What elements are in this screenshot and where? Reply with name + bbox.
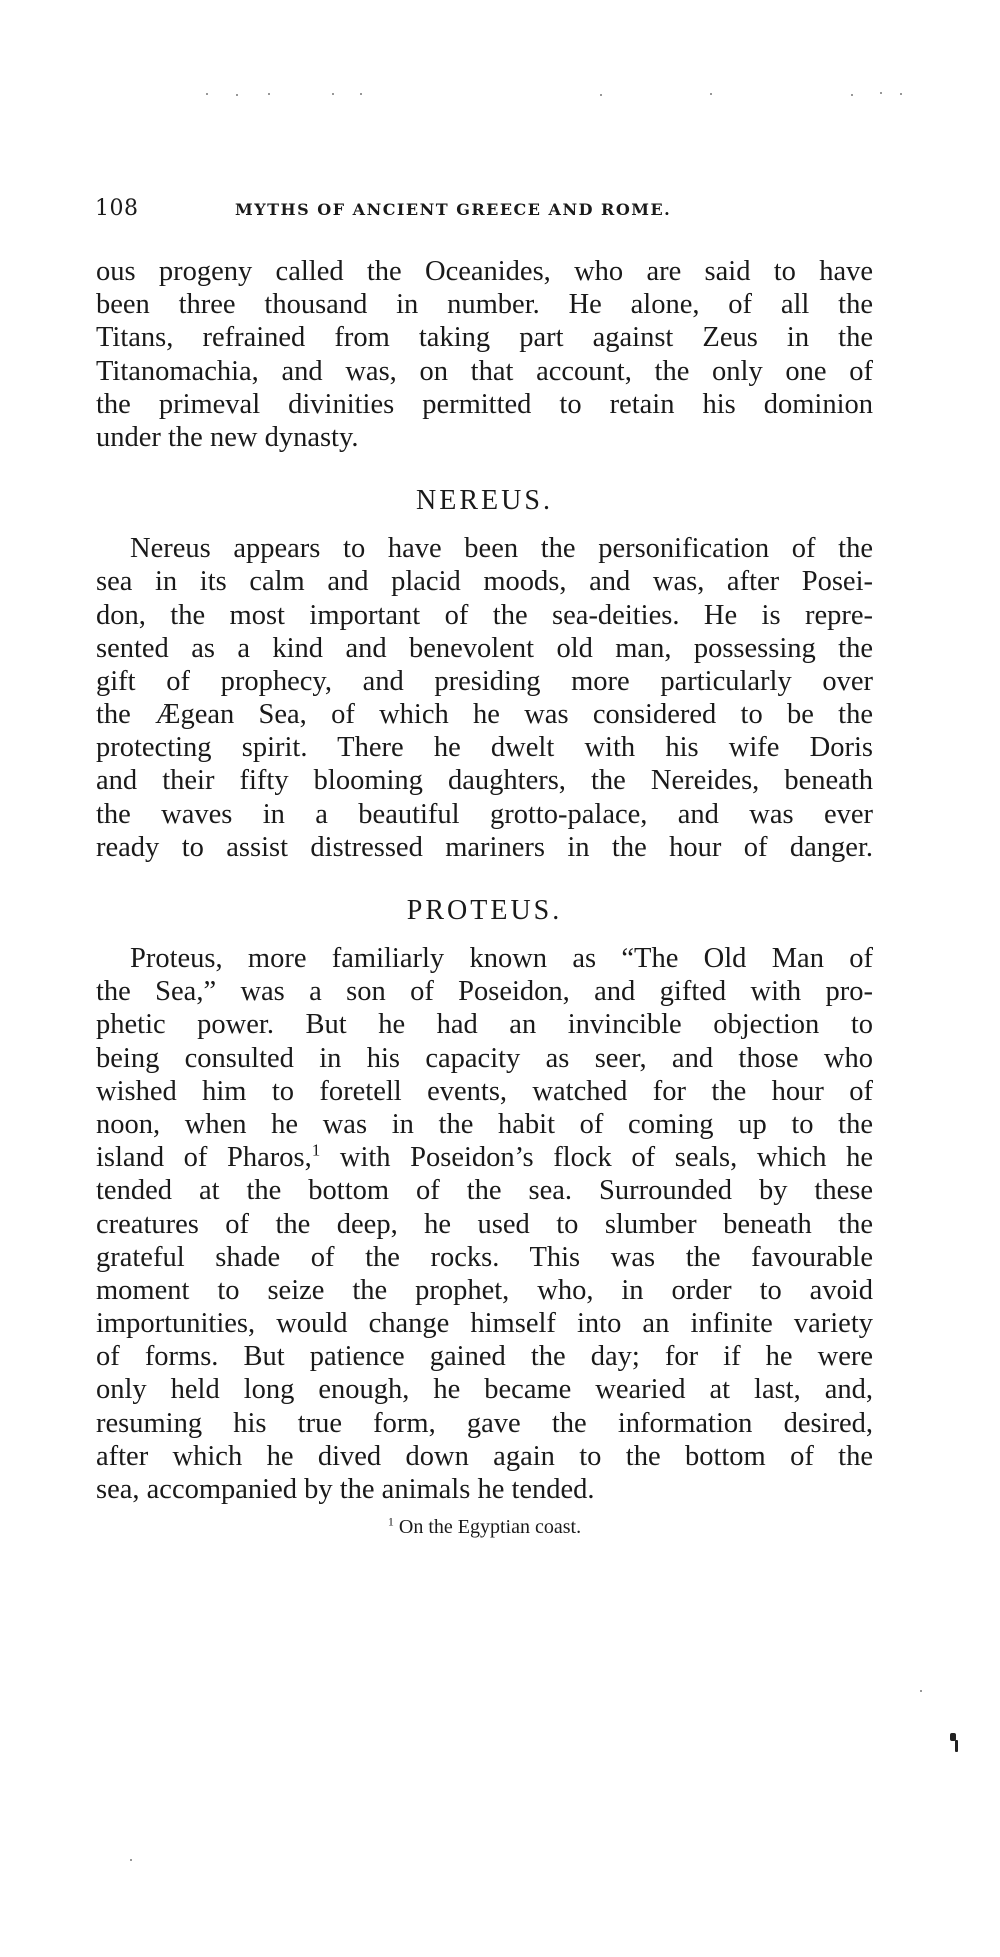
text-line: gift of prophecy, and presiding more particularly over — [96, 665, 873, 697]
footnote-text: On the Egyptian coast. — [393, 1516, 582, 1539]
footnote-number: 1 — [387, 1514, 394, 1529]
text-line: being consulted in his capacity as seer, and those who — [96, 1042, 873, 1074]
footnote — [96, 1516, 873, 1539]
page-body — [96, 255, 873, 1539]
text-line: noon, when he was in the habit of coming up to the — [96, 1108, 873, 1140]
text-line: and their fifty blooming daughters, the Nereides, beneath — [96, 765, 873, 797]
section-heading-nereus: NEREUS. — [416, 485, 553, 517]
text-line: grateful shade of the rocks. This was the favourable — [96, 1241, 873, 1273]
page-header — [95, 196, 875, 226]
text-line: the waves in a beautiful grotto-palace, and was ever — [96, 798, 873, 830]
text-line-with-footnote — [96, 1141, 873, 1174]
text-line: under the new dynasty. — [96, 421, 359, 453]
text-line: Nereus appears to have been the personification of the — [130, 533, 873, 565]
text-line: the Ægean Sea, of which he was considered to be the — [96, 699, 873, 731]
text-line: Titans, refrained from taking part against Zeus in the — [96, 322, 873, 354]
text-line: only held long enough, he became wearied at last, and, — [96, 1374, 873, 1406]
text-line: of forms. But patience gained the day; for if he were — [96, 1341, 873, 1373]
text-line: don, the most important of the sea-deities. He is repre- — [96, 599, 873, 631]
text-line: sented as a kind and benevolent old man, possessing the — [96, 632, 873, 664]
section-heading-proteus: PROTEUS. — [406, 895, 563, 926]
text-line: been three thousand in number. He alone, of all the — [96, 289, 873, 321]
text-line: protecting spirit. There he dwelt with his wife Doris — [96, 732, 873, 764]
text-line: sea in its calm and placid moods, and was, after Posei- — [96, 566, 873, 598]
text-line: tended at the bottom of the sea. Surrounded by these — [96, 1175, 873, 1207]
text-line: the primeval divinities permitted to retain his dominion — [96, 388, 873, 420]
running-head: MYTHS OF ANCIENT GREECE AND ROME. — [235, 200, 672, 219]
page-number: 108 — [95, 196, 139, 221]
text-line: the Sea,” was a son of Poseidon, and gifted with pro- — [96, 976, 873, 1008]
text-line: ous progeny called the Oceanides, who are said to have — [96, 256, 873, 287]
text-line: importunities, would change himself into an infinite variety — [96, 1308, 873, 1340]
proteus-paragraph — [96, 942, 873, 1506]
intro-paragraph — [96, 255, 873, 454]
text-line: Proteus, more familiarly known as “The Old Man of — [130, 943, 873, 974]
text-line: ready to assist distressed mariners in the hour of danger. — [96, 831, 873, 863]
footnote-marker: 1 — [311, 1141, 321, 1160]
text-line: after which he dived down again to the bottom of the — [96, 1440, 873, 1472]
text-line: sea, accompanied by the animals he tended. — [96, 1474, 595, 1505]
line-text: island of Pharos, — [96, 1142, 312, 1174]
text-line: phetic power. But he had an invincible objection to — [96, 1009, 873, 1041]
line-text: with Poseidon’s flock of seals, which he — [320, 1142, 873, 1174]
text-line: wished him to foretell events, watched for the hour of — [96, 1075, 873, 1107]
nereus-paragraph — [96, 532, 873, 864]
text-line: moment to seize the prophet, who, in order to avoid — [96, 1274, 873, 1306]
text-line: Titanomachia, and was, on that account, the only one of — [96, 355, 873, 387]
text-line: creatures of the deep, he used to slumber beneath the — [96, 1208, 873, 1240]
text-line: resuming his true form, gave the information desired, — [96, 1407, 873, 1439]
